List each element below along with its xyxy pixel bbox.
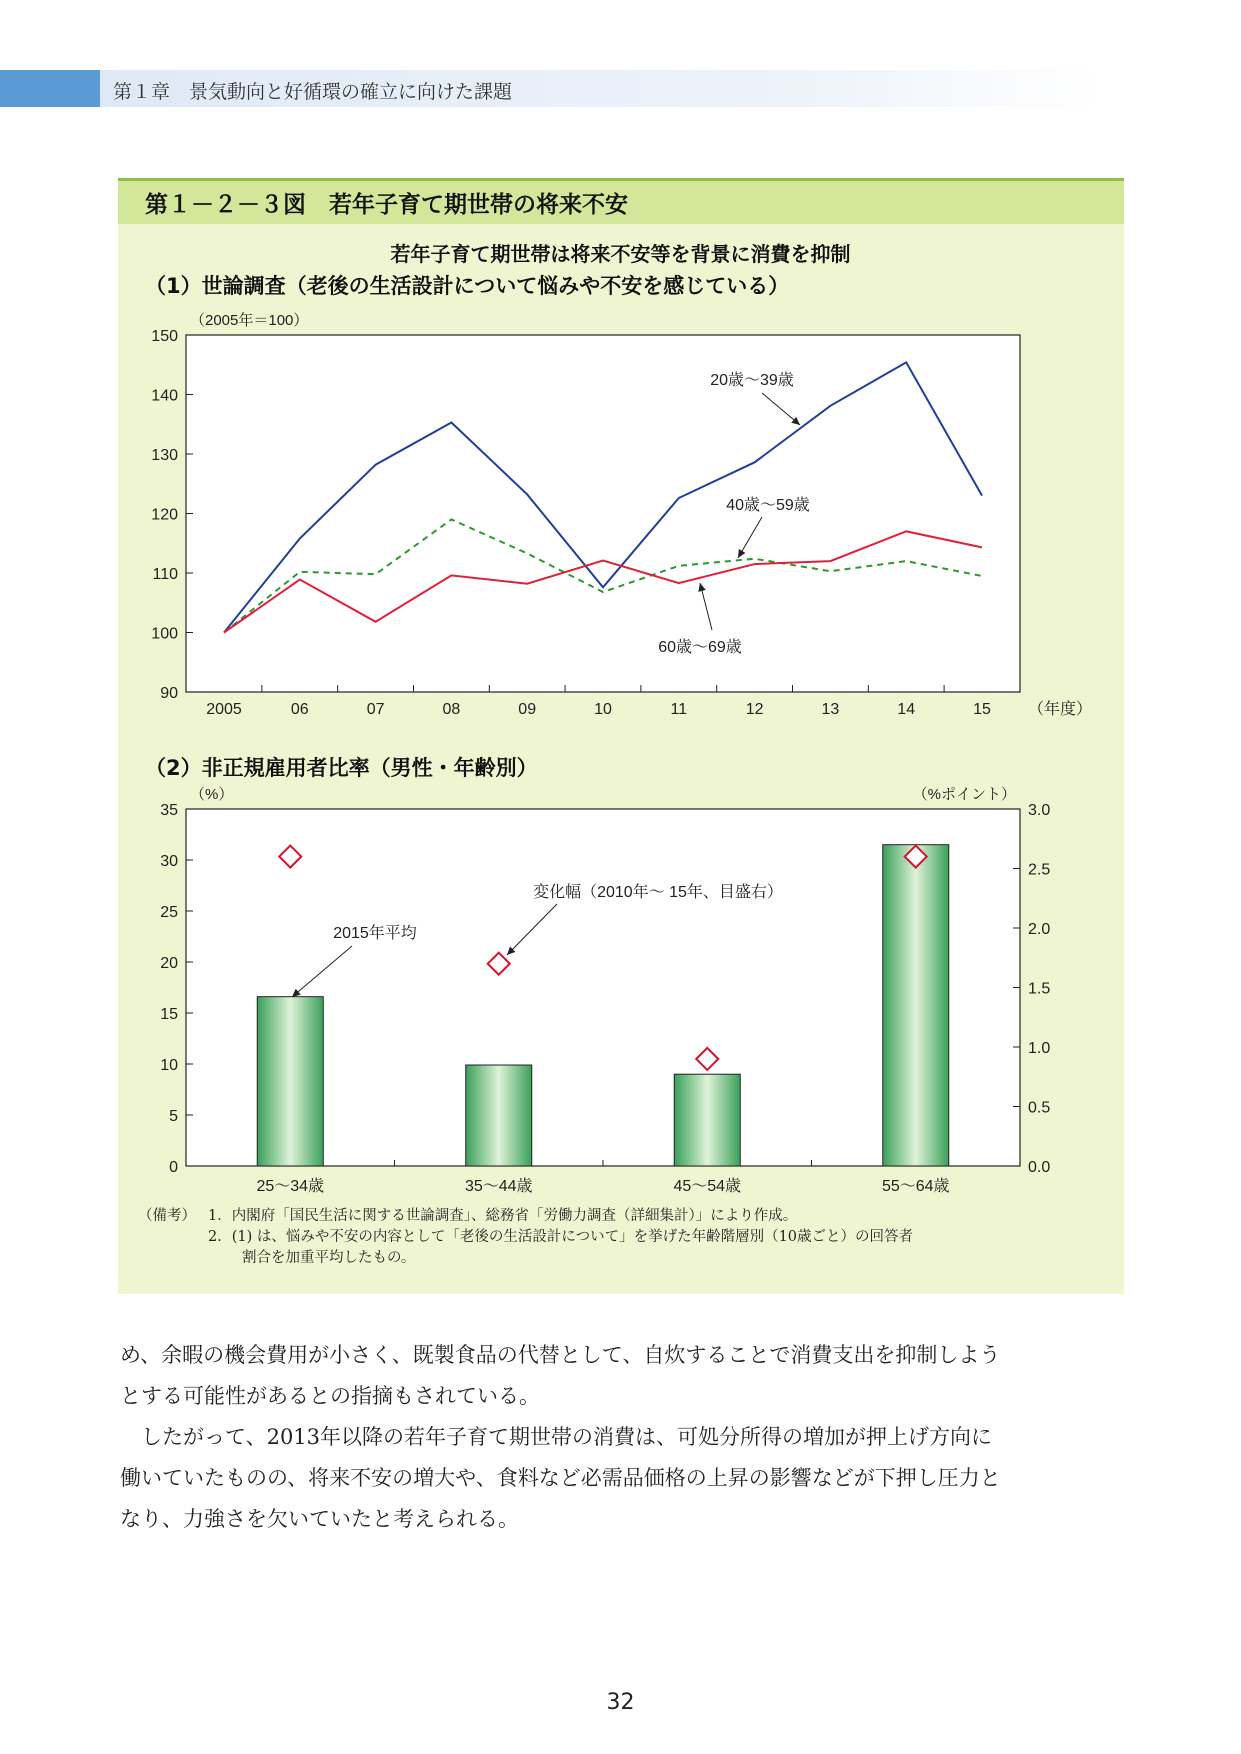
y-tick-label: 35 xyxy=(160,802,178,819)
y2-tick-label: 1.5 xyxy=(1028,980,1051,998)
bar xyxy=(883,845,949,1166)
x-tick-label: 55～64歳 xyxy=(881,1178,950,1195)
x-tick-label: 06 xyxy=(290,701,309,718)
series-label: 60歳～69歳 xyxy=(658,639,742,656)
body-paragraph-1 xyxy=(120,1335,1120,1540)
y-tick-label: 30 xyxy=(160,853,178,870)
x-tick-label: 10 xyxy=(594,701,612,718)
x-tick-label: 13 xyxy=(821,701,840,718)
y-tick-label: 20 xyxy=(160,955,178,972)
bar-chart xyxy=(160,786,1050,1195)
figure-title: 第１－２－３図 若年子育て期世帯の将来不安 xyxy=(145,192,628,218)
x-tick-label: 15 xyxy=(973,701,991,718)
y-tick-label: 110 xyxy=(152,566,178,583)
note-item-2: 2．(1) は、悩みや不安の内容として「老後の生活設計について」を挙げた年齢階層別（10歳ごと）の回答者 xyxy=(208,1229,914,1245)
series-label: 20歳～39歳 xyxy=(710,372,794,389)
y-axis-unit: （2005年＝100） xyxy=(190,312,309,329)
y2-tick-label: 2.0 xyxy=(1028,921,1051,938)
y-tick-label: 90 xyxy=(160,685,178,702)
y-tick-label: 5 xyxy=(169,1108,178,1125)
plot-area xyxy=(186,335,1020,692)
y2-tick-label: 2.5 xyxy=(1028,861,1051,879)
y-tick-label: 100 xyxy=(151,625,178,643)
chart2-title: （2）非正規雇用者比率（男性・年齢別） xyxy=(145,756,538,780)
figure-subtitle: 若年子育て期世帯は将来不安等を背景に消費を抑制 xyxy=(390,242,851,266)
y-tick-label: 130 xyxy=(151,447,178,464)
y-tick-label: 25 xyxy=(160,904,178,921)
y2-tick-label: 3.0 xyxy=(1028,802,1051,819)
body-line: め、余暇の機会費用が小さく、既製食品の代替として、自炊することで消費支出を抑制しよう xyxy=(120,1343,1001,1367)
y-axis-unit: （%） xyxy=(190,786,234,803)
x-tick-label: 45～54歳 xyxy=(673,1178,742,1195)
note-item-3: 割合を加重平均したもの。 xyxy=(242,1250,416,1266)
bar xyxy=(257,997,323,1166)
x-tick-label: 25～34歳 xyxy=(256,1178,325,1195)
x-tick-label: 12 xyxy=(745,701,764,718)
y-tick-label: 15 xyxy=(160,1006,178,1023)
bar xyxy=(466,1065,532,1166)
y2-tick-label: 0.0 xyxy=(1028,1159,1051,1176)
x-axis-unit: （年度） xyxy=(1028,701,1093,718)
notes-label: （備考） xyxy=(138,1208,196,1224)
body-line: 働いていたものの、将来不安の増大や、食料など必需品価格の上昇の影響などが下押し圧力と xyxy=(120,1466,1001,1490)
series-label: 2015年平均 xyxy=(333,925,417,942)
y2-tick-label: 0.5 xyxy=(1028,1099,1051,1117)
y2-axis-unit: （%ポイント） xyxy=(912,786,1016,803)
series-label: 変化幅（2010年～ 15年、目盛右） xyxy=(533,884,783,901)
bar xyxy=(674,1074,740,1166)
x-tick-label: 35～44歳 xyxy=(464,1178,533,1195)
y-tick-label: 140 xyxy=(151,387,178,405)
note-item-1: 1．内閣府「国民生活に関する世論調査」、総務省「労働力調査（詳細集計）」により作成。 xyxy=(208,1208,798,1224)
x-tick-label: 14 xyxy=(897,701,916,718)
line-chart xyxy=(151,311,1092,718)
y-tick-label: 10 xyxy=(160,1057,178,1074)
body-line: したがって、2013年以降の若年子育て期世帯の消費は、可処分所得の増加が押上げ方向に xyxy=(120,1425,993,1449)
body-line: なり、力強さを欠いていたと考えられる。 xyxy=(120,1507,519,1531)
x-tick-label: 08 xyxy=(442,701,461,718)
chapter-title: 第１章 景気動向と好循環の確立に向けた課題 xyxy=(113,81,513,103)
body-line: とする可能性があるとの指摘もされている。 xyxy=(120,1384,540,1408)
x-tick-label: 09 xyxy=(518,701,537,718)
x-tick-label: 07 xyxy=(366,701,385,718)
x-tick-label: 11 xyxy=(670,701,688,718)
y2-tick-label: 1.0 xyxy=(1028,1040,1051,1057)
y-tick-label: 0 xyxy=(169,1159,178,1176)
series-label: 40歳～59歳 xyxy=(726,497,810,514)
page-number: 32 xyxy=(606,1690,635,1715)
x-tick-label: 2005 xyxy=(206,701,242,718)
y-tick-label: 120 xyxy=(151,506,178,524)
chart1-title: （1）世論調査（老後の生活設計について悩みや不安を感じている） xyxy=(145,274,790,298)
y-tick-label: 150 xyxy=(151,328,178,345)
